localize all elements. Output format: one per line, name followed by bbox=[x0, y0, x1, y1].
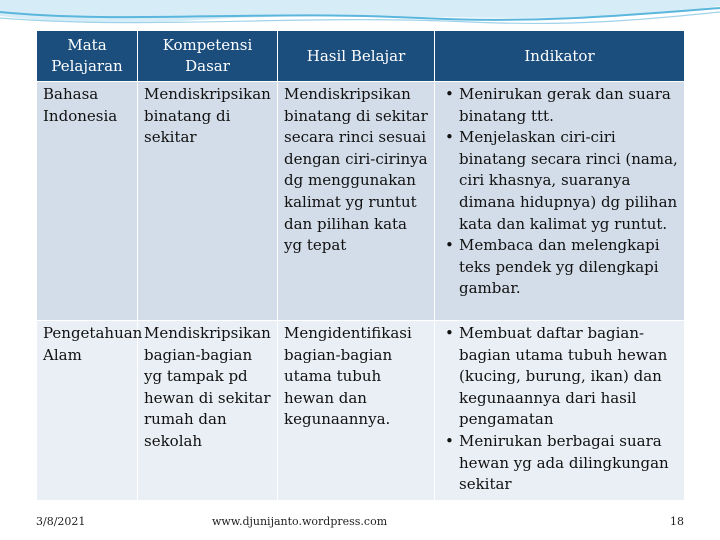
footer-url: www.djunijanto.wordpress.com bbox=[212, 515, 388, 528]
table-row bbox=[37, 82, 685, 321]
header-subject: Mata Pelajaran bbox=[37, 31, 138, 82]
curriculum-table bbox=[36, 30, 685, 501]
header-competency: Kompetensi Dasar bbox=[138, 31, 278, 82]
cell-outcome: Mengidentifikasi bagian-bagian utama tubuh hewan dan kegunaannya. bbox=[278, 321, 435, 501]
indicator-list bbox=[441, 84, 678, 300]
cell-indicators bbox=[435, 82, 685, 321]
list-item: • Menirukan berbagai suara hewan yg ada dilingkungan sekitar bbox=[459, 431, 678, 496]
table-row bbox=[37, 321, 685, 501]
cell-indicators bbox=[435, 321, 685, 501]
cell-subject: Pengetahuan Alam bbox=[37, 321, 138, 501]
cell-subject: Bahasa Indonesia bbox=[37, 82, 138, 321]
cell-outcome: Mendiskripsikan binatang di sekitar secara rinci sesuai dengan ciri-cirinya dg menggunakan kalimat yg runtut dan pilihan kata yg tepat bbox=[278, 82, 435, 321]
header-indicator: Indikator bbox=[435, 31, 685, 82]
cell-competency: Mendiskripsikan binatang di sekitar bbox=[138, 82, 278, 321]
header-outcome: Hasil Belajar bbox=[278, 31, 435, 82]
table-header-row bbox=[37, 31, 685, 82]
list-item: • Menirukan gerak dan suara binatang ttt. bbox=[459, 84, 678, 127]
page-number: 18 bbox=[670, 515, 684, 528]
indicator-list bbox=[441, 323, 678, 496]
footer-date: 3/8/2021 bbox=[36, 515, 86, 528]
cell-competency: Mendiskripsikan bagian-bagian yg tampak pd hewan di sekitar rumah dan sekolah bbox=[138, 321, 278, 501]
list-item: • Membuat daftar bagian-bagian utama tubuh hewan (kucing, burung, ikan) dan kegunaannya dari hasil pengamatan bbox=[459, 323, 678, 431]
list-item: • Menjelaskan ciri-ciri binatang secara rinci (nama, ciri khasnya, suaranya dimana hidupnya) dg pilihan kata dan kalimat yg runtut. bbox=[459, 127, 678, 235]
list-item: • Membaca dan melengkapi teks pendek yg dilengkapi gambar. bbox=[459, 235, 678, 300]
